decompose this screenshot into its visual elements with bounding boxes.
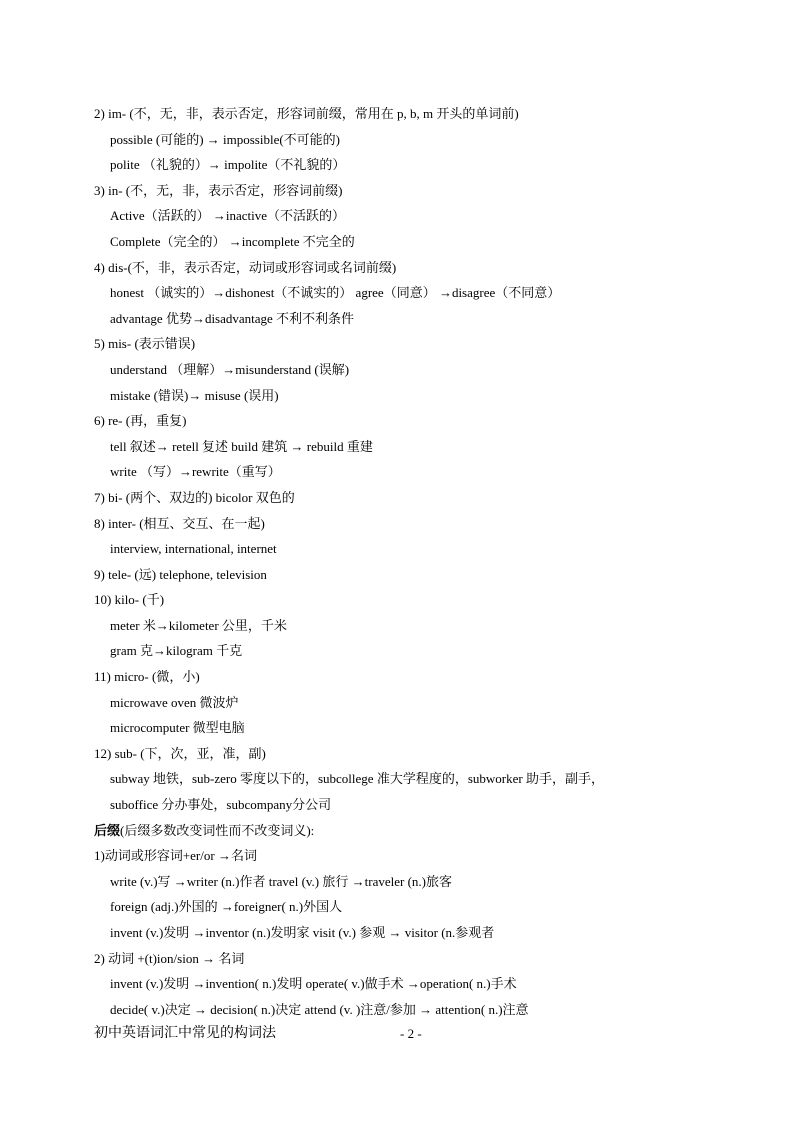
line-text: suboffice 分办事处，subcompany分公司 xyxy=(110,797,332,813)
text-line xyxy=(94,664,714,690)
text-line xyxy=(94,869,714,895)
text-line xyxy=(94,101,714,127)
text-line xyxy=(94,715,714,741)
line-text: invent (v.)发明 →invention( n.)发明 operate( v.)做手术 →operation( n.)手术 xyxy=(110,976,517,992)
line-text: 11) micro- (微，小) xyxy=(94,669,200,685)
line-text: meter 米→kilometer 公里，千米 xyxy=(110,617,287,633)
line-text: 9) tele- (远) telephone, television xyxy=(94,566,267,582)
heading-note: (后缀多数改变词性而不改变词义): xyxy=(120,822,315,838)
line-text: 1)动词或形容词+er/or →名词 xyxy=(94,848,257,864)
line-text: 2) im- (不，无，非，表示否定，形容词前缀，常用在 p, b, m 开头的单词前) xyxy=(94,106,519,121)
text-line xyxy=(94,971,714,997)
page-number: - 2 - xyxy=(400,1026,422,1041)
line-text: 8) inter- (相互、交互、在一起) xyxy=(94,515,265,531)
text-line xyxy=(94,229,714,255)
text-line xyxy=(94,306,714,332)
line-text: possible (可能的) → impossible(不可能的) xyxy=(110,131,341,147)
line-text: 12) sub- (下，次，亚，准，副) xyxy=(94,745,266,761)
line-text: interview, international, internet xyxy=(110,541,277,557)
line-text: decide( v.)决定 → decision( n.)决定 attend (v. )注意/参加 → attention( n.)注意 xyxy=(110,1001,529,1017)
text-line xyxy=(94,843,714,869)
text-line xyxy=(94,357,714,383)
footer-title: 初中英语词汇中常见的构词法 xyxy=(94,1026,276,1041)
line-text: advantage 优势→disadvantage 不利不利条件 xyxy=(110,310,355,326)
line-text: 5) mis- (表示错误) xyxy=(94,336,196,352)
line-text: 3) in- (不，无，非，表示否定，形容词前缀) xyxy=(94,182,343,198)
text-line xyxy=(94,152,714,178)
line-text: tell 叙述→ retell 复述 build 建筑 → rebuild 重建 xyxy=(110,438,373,454)
line-text: mistake (错误)→ misuse (误用) xyxy=(110,387,279,403)
line-text: write （写）→rewrite（重写） xyxy=(110,464,281,480)
line-text: 2) 动词 +(t)ion/sion → 名词 xyxy=(94,950,245,966)
text-line xyxy=(94,383,714,409)
text-line xyxy=(94,511,714,537)
line-text: write (v.)写 →writer (n.)作者 travel (v.) 旅行 →traveler (n.)旅客 xyxy=(110,873,452,889)
text-line xyxy=(94,203,714,229)
text-line xyxy=(94,997,714,1023)
text-line xyxy=(94,536,714,562)
line-text: gram 克→kilogram 千克 xyxy=(110,643,243,659)
line-text: 10) kilo- (千) xyxy=(94,592,165,608)
text-line xyxy=(94,587,714,613)
line-text: subway 地铁，sub-zero 零度以下的，subcollege 准大学程度的，subworker 助手，副手， xyxy=(110,771,604,787)
text-line xyxy=(94,613,714,639)
text-line xyxy=(94,178,714,204)
text-line xyxy=(94,127,714,153)
text-line xyxy=(94,920,714,946)
line-text: microwave oven 微波炉 xyxy=(110,694,239,710)
text-line xyxy=(94,741,714,767)
line-text: microcomputer 微型电脑 xyxy=(110,720,245,736)
text-line xyxy=(94,638,714,664)
text-line xyxy=(94,766,714,792)
line-text: understand （理解）→misunderstand (误解) xyxy=(110,361,350,377)
line-text: invent (v.)发明 →inventor (n.)发明家 visit (v.) 参观 → visitor (n.参观者 xyxy=(110,925,495,940)
line-text: 6) re- (再，重复) xyxy=(94,413,187,429)
text-line xyxy=(94,792,714,818)
text-line xyxy=(94,946,714,972)
line-text: 4) dis-(不，非，表示否定，动词或形容词或名词前缀) xyxy=(94,259,397,275)
line-text: foreign (adj.)外国的 →foreigner( n.)外国人 xyxy=(110,899,343,915)
text-line xyxy=(94,818,714,844)
section-heading: 后缀 xyxy=(94,822,121,838)
document-body xyxy=(94,101,714,1022)
line-text: Active（活跃的） →inactive（不活跃的） xyxy=(110,208,346,224)
text-line xyxy=(94,485,714,511)
line-text: polite （礼貌的）→ impolite（不礼貌的） xyxy=(110,157,346,173)
line-text: 7) bi- (两个、双边的) bicolor 双色的 xyxy=(94,489,295,505)
text-line xyxy=(94,894,714,920)
text-line xyxy=(94,434,714,460)
text-line xyxy=(94,562,714,588)
text-line xyxy=(94,331,714,357)
text-line xyxy=(94,408,714,434)
line-text: Complete（完全的） →incomplete 不完全的 xyxy=(110,233,355,249)
text-line xyxy=(94,255,714,281)
line-text: honest （诚实的）→dishonest（不诚实的） agree（同意） →disagree（不同意） xyxy=(110,285,561,301)
text-line xyxy=(94,690,714,716)
text-line xyxy=(94,280,714,306)
text-line xyxy=(94,459,714,485)
